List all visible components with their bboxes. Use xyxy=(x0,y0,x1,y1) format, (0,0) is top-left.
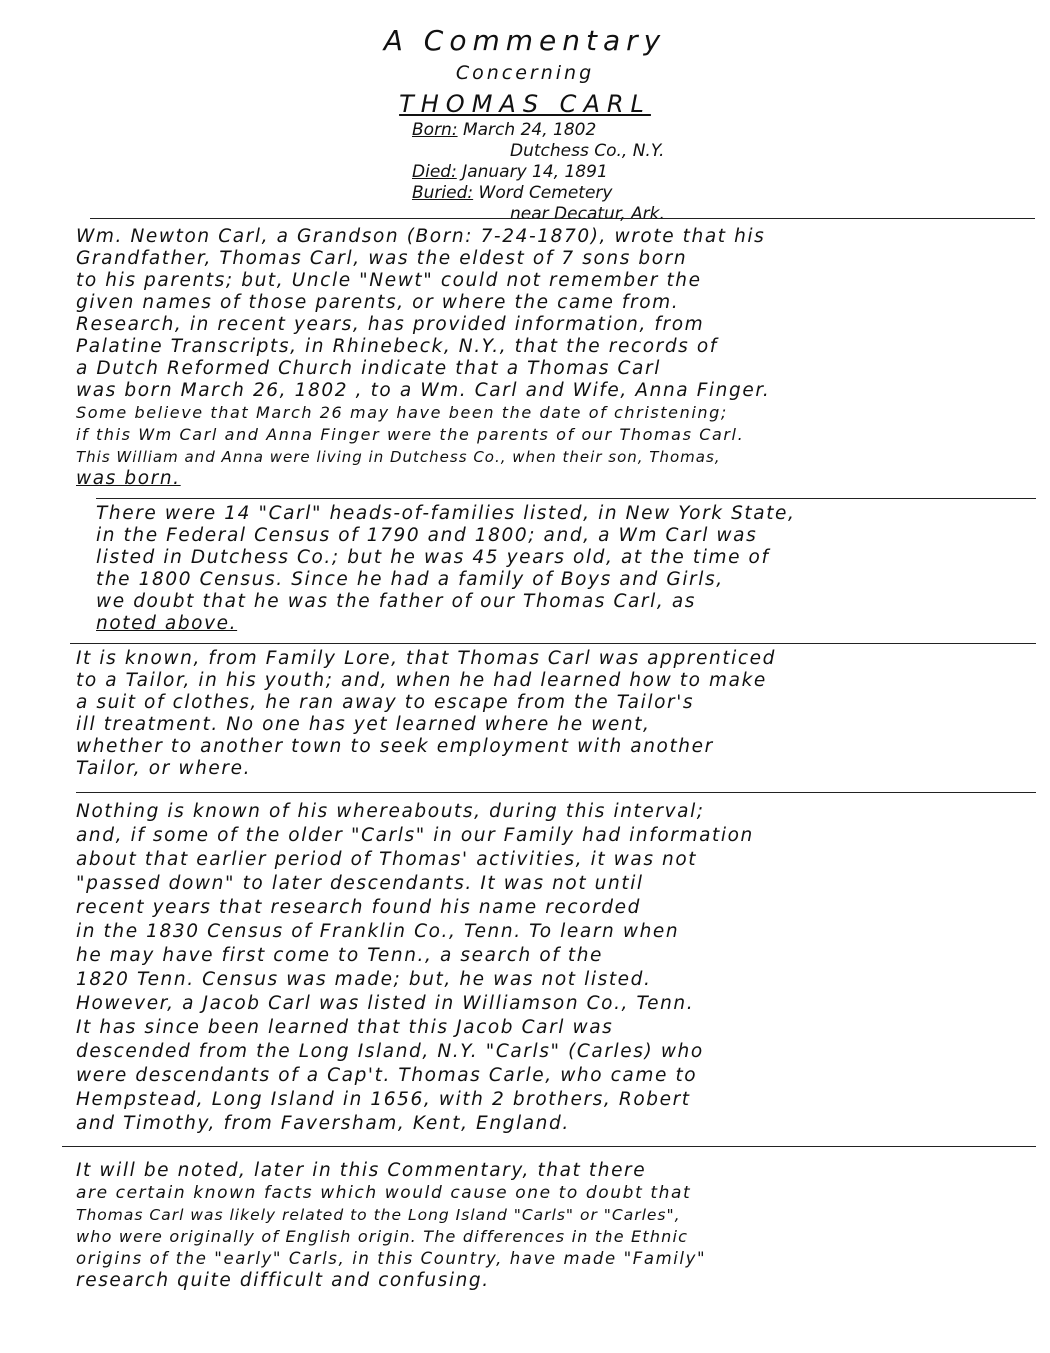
divider xyxy=(70,643,1036,644)
text-line: Wm. Newton Carl, a Grandson (Born: 7-24-1870), wrote that his xyxy=(76,226,766,247)
text-line: and Timothy, from Faversham, Kent, England. xyxy=(76,1113,570,1134)
divider xyxy=(96,498,1036,499)
subject-name: THOMAS CARL xyxy=(399,90,651,118)
text-line: about that earlier period of Thomas' activities, it was not xyxy=(76,849,698,870)
paragraph-1 xyxy=(76,226,1036,490)
page-subtitle: Concerning xyxy=(455,62,595,84)
text-line: Thomas Carl was likely related to the Long Island "Carls" or "Carles", xyxy=(76,1206,681,1224)
text-line: he may have first come to Tenn., a search of the xyxy=(76,945,604,966)
buried-row xyxy=(412,183,832,204)
text-line: ill treatment. No one has yet learned where he went, xyxy=(76,714,651,735)
text-line: a suit of clothes, he ran away to escape from the Tailor's xyxy=(76,692,695,713)
born-row xyxy=(412,120,832,141)
text-line: Nothing is known of his whereabouts, during this interval; xyxy=(76,801,705,822)
page-title: A Commentary xyxy=(383,24,667,57)
text-line: to a Tailor, in his youth; and, when he had learned how to make xyxy=(76,670,767,691)
text-line: was born March 26, 1802 , to a Wm. Carl and Wife, Anna Finger. xyxy=(76,380,771,401)
text-line: the 1800 Census. Since he had a family of Boys and Girls, xyxy=(96,569,724,590)
text-line: Research, in recent years, has provided information, from xyxy=(76,314,705,335)
paragraph-5 xyxy=(76,1160,1036,1292)
text-line: are certain known facts which would cause one to doubt that xyxy=(76,1183,692,1203)
buried-label: Buried: xyxy=(412,183,474,203)
text-line: if this Wm Carl and Anna Finger were the parents of our Thomas Carl. xyxy=(76,425,745,444)
text-line: It will be noted, later in this Commentary, that there xyxy=(76,1160,647,1181)
text-line: in the 1830 Census of Franklin Co., Tenn. To learn when xyxy=(76,921,680,942)
text-line: Hempstead, Long Island in 1656, with 2 brothers, Robert xyxy=(76,1089,691,1110)
text-line: origins of the "early" Carls, in this Country, have made "Family" xyxy=(76,1249,707,1268)
text-line: listed in Dutchess Co.; but he was 45 years old, at the time of xyxy=(96,547,770,568)
text-line: we doubt that he was the father of our Thomas Carl, as xyxy=(96,591,697,612)
divider xyxy=(76,792,1036,793)
text-line: who were originally of English origin. The differences in the Ethnic xyxy=(76,1227,689,1246)
buried-place: Word Cemetery xyxy=(478,183,613,203)
born-date: March 24, 1802 xyxy=(462,120,597,140)
divider xyxy=(62,1146,1036,1147)
text-line: Tailor, or where. xyxy=(76,758,252,779)
text-line: 1820 Tenn. Census was made; but, he was not listed. xyxy=(76,969,652,990)
paragraph-3 xyxy=(76,648,1036,780)
text-line: However, a Jacob Carl was listed in Williamson Co., Tenn. xyxy=(76,993,695,1014)
text-line: research quite difficult and confusing. xyxy=(76,1270,490,1291)
text-line: recent years that research found his name recorded xyxy=(76,897,641,918)
died-label: Died: xyxy=(412,162,457,182)
text-line: There were 14 "Carl" heads-of-families listed, in New York State, xyxy=(96,503,796,524)
text-line: given names of those parents, or where the came from. xyxy=(76,292,680,313)
text-line: descended from the Long Island, N.Y. "Carls" (Carles) who xyxy=(76,1041,704,1062)
text-line: in the Federal Census of 1790 and 1800; and, a Wm Carl was xyxy=(96,525,758,546)
text-line: was born. xyxy=(76,468,181,489)
text-line: to his parents; but, Uncle "Newt" could not remember the xyxy=(76,270,702,291)
text-line: and, if some of the older "Carls" in our Family had information xyxy=(76,825,754,846)
buried-place-2: near Decatur, Ark. xyxy=(510,204,665,224)
text-line: Some believe that March 26 may have been the date of christening; xyxy=(76,403,728,422)
born-place: Dutchess Co., N.Y. xyxy=(510,141,665,161)
text-line: whether to another town to seek employment with another xyxy=(76,736,714,757)
divider xyxy=(90,218,1035,219)
text-line: "passed down" to later descendants. It was not until xyxy=(76,873,644,894)
died-date: January 14, 1891 xyxy=(462,162,608,182)
paragraph-2 xyxy=(96,503,1036,635)
text-line: noted above. xyxy=(96,613,238,634)
text-line: Palatine Transcripts, in Rhinebeck, N.Y., that the records of xyxy=(76,336,718,357)
text-line: were descendants of a Cap't. Thomas Carle, who came to xyxy=(76,1065,698,1086)
born-label: Born: xyxy=(412,120,458,140)
paragraph-4 xyxy=(76,800,1036,1136)
died-row xyxy=(412,162,832,183)
text-line: This William and Anna were living in Dutchess Co., when their son, Thomas, xyxy=(76,448,721,466)
text-line: a Dutch Reformed Church indicate that a Thomas Carl xyxy=(76,358,661,379)
text-line: It is known, from Family Lore, that Thomas Carl was apprenticed xyxy=(76,648,777,669)
text-line: Grandfather, Thomas Carl, was the eldest of 7 sons born xyxy=(76,248,688,269)
text-line: It has since been learned that this Jacob Carl was xyxy=(76,1017,614,1038)
vital-facts xyxy=(412,120,832,225)
